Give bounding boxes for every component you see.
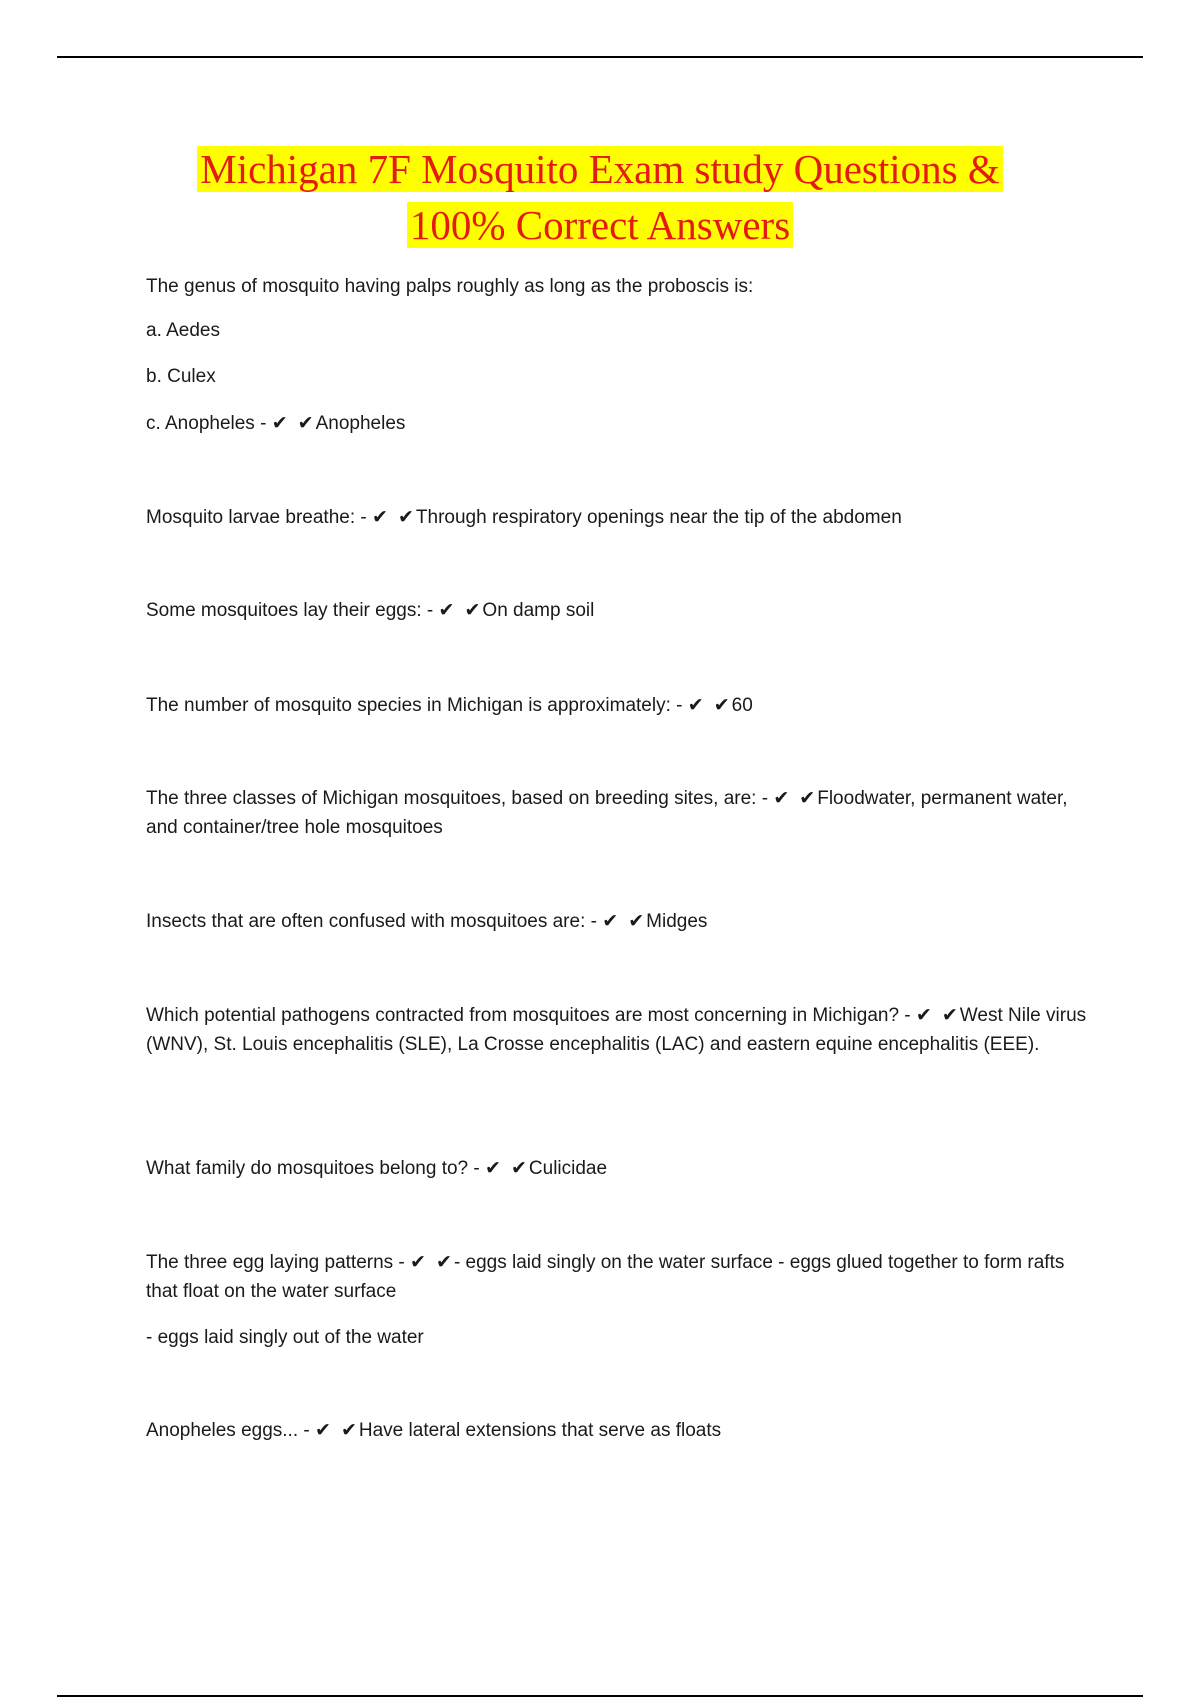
q8-question: What family do mosquitoes belong to? - [146,1158,486,1179]
q7-answer: West Nile virus (WNV), St. Louis encephalitis (SLE), La Crosse encephalitis (LAC) and eastern equine encephalitis (EEE). [146,1005,1087,1055]
q3-answer: On damp soil [482,600,595,621]
title-line-1: Michigan 7F Mosquito Exam study Questions & [197,146,1003,192]
checkmark-icon: ✔ ✔ [315,1419,359,1441]
q9-answer-continued: - eggs laid singly out of the water [146,1327,424,1348]
q6-answer: Midges [646,911,708,932]
top-rule [57,56,1143,58]
checkmark-icon: ✔ ✔ [271,412,316,434]
checkmark-icon: ✔ ✔ [372,506,416,528]
title-line-2: 100% Correct Answers [407,202,793,248]
q1-answer: Anopheles [315,413,406,434]
q1-option-c [146,409,1096,438]
q2-question: Mosquito larvae breathe: - [146,507,373,528]
checkmark-icon: ✔ ✔ [410,1251,454,1273]
checkmark-icon: ✔ ✔ [485,1157,529,1179]
q4 [146,691,1096,720]
q9-question: The three egg laying patterns - [146,1252,411,1273]
q9-answer: - eggs laid singly on the water surface - eggs glued together to form rafts that float on the water surface [146,1252,1065,1302]
q1-question: The genus of mosquito having palps roughly as long as the proboscis is: [146,276,754,297]
document-title [0,141,1200,253]
q1-option-b: b. Culex [146,366,216,387]
q8 [146,1154,1096,1183]
q6-question: Insects that are often confused with mosquitoes are: - [146,911,603,932]
bottom-rule [57,1695,1143,1697]
q4-answer: 60 [731,695,753,716]
q1-option-a: a. Aedes [146,320,220,341]
q5-answer: Floodwater, permanent water, and container/tree hole mosquitoes [146,788,1068,838]
q4-question: The number of mosquito species in Michigan is approximately: - [146,695,688,716]
checkmark-icon: ✔ ✔ [915,1004,960,1026]
q8-answer: Culicidae [528,1158,608,1179]
q5 [146,784,1096,842]
q3-question: Some mosquitoes lay their eggs: - [146,600,439,621]
checkmark-icon: ✔ ✔ [687,694,732,716]
q3 [146,596,1096,625]
q10 [146,1416,1096,1445]
q2-answer: Through respiratory openings near the tip of the abdomen [415,507,902,528]
q5-question: The three classes of Michigan mosquitoes, based on breeding sites, are: - [146,788,774,809]
q10-answer: Have lateral extensions that serve as floats [358,1420,722,1441]
q7-question: Which potential pathogens contracted from mosquitoes are most concerning in Michigan? - [146,1005,916,1026]
q7 [146,1001,1096,1059]
q2 [146,503,1096,532]
q10-question: Anopheles eggs... - [146,1420,315,1441]
checkmark-icon: ✔ ✔ [773,787,818,809]
q9 [146,1248,1096,1306]
checkmark-icon: ✔ ✔ [438,599,483,621]
q6 [146,907,1096,936]
q1-option-c-label: c. Anopheles - [146,413,272,434]
checkmark-icon: ✔ ✔ [602,910,647,932]
